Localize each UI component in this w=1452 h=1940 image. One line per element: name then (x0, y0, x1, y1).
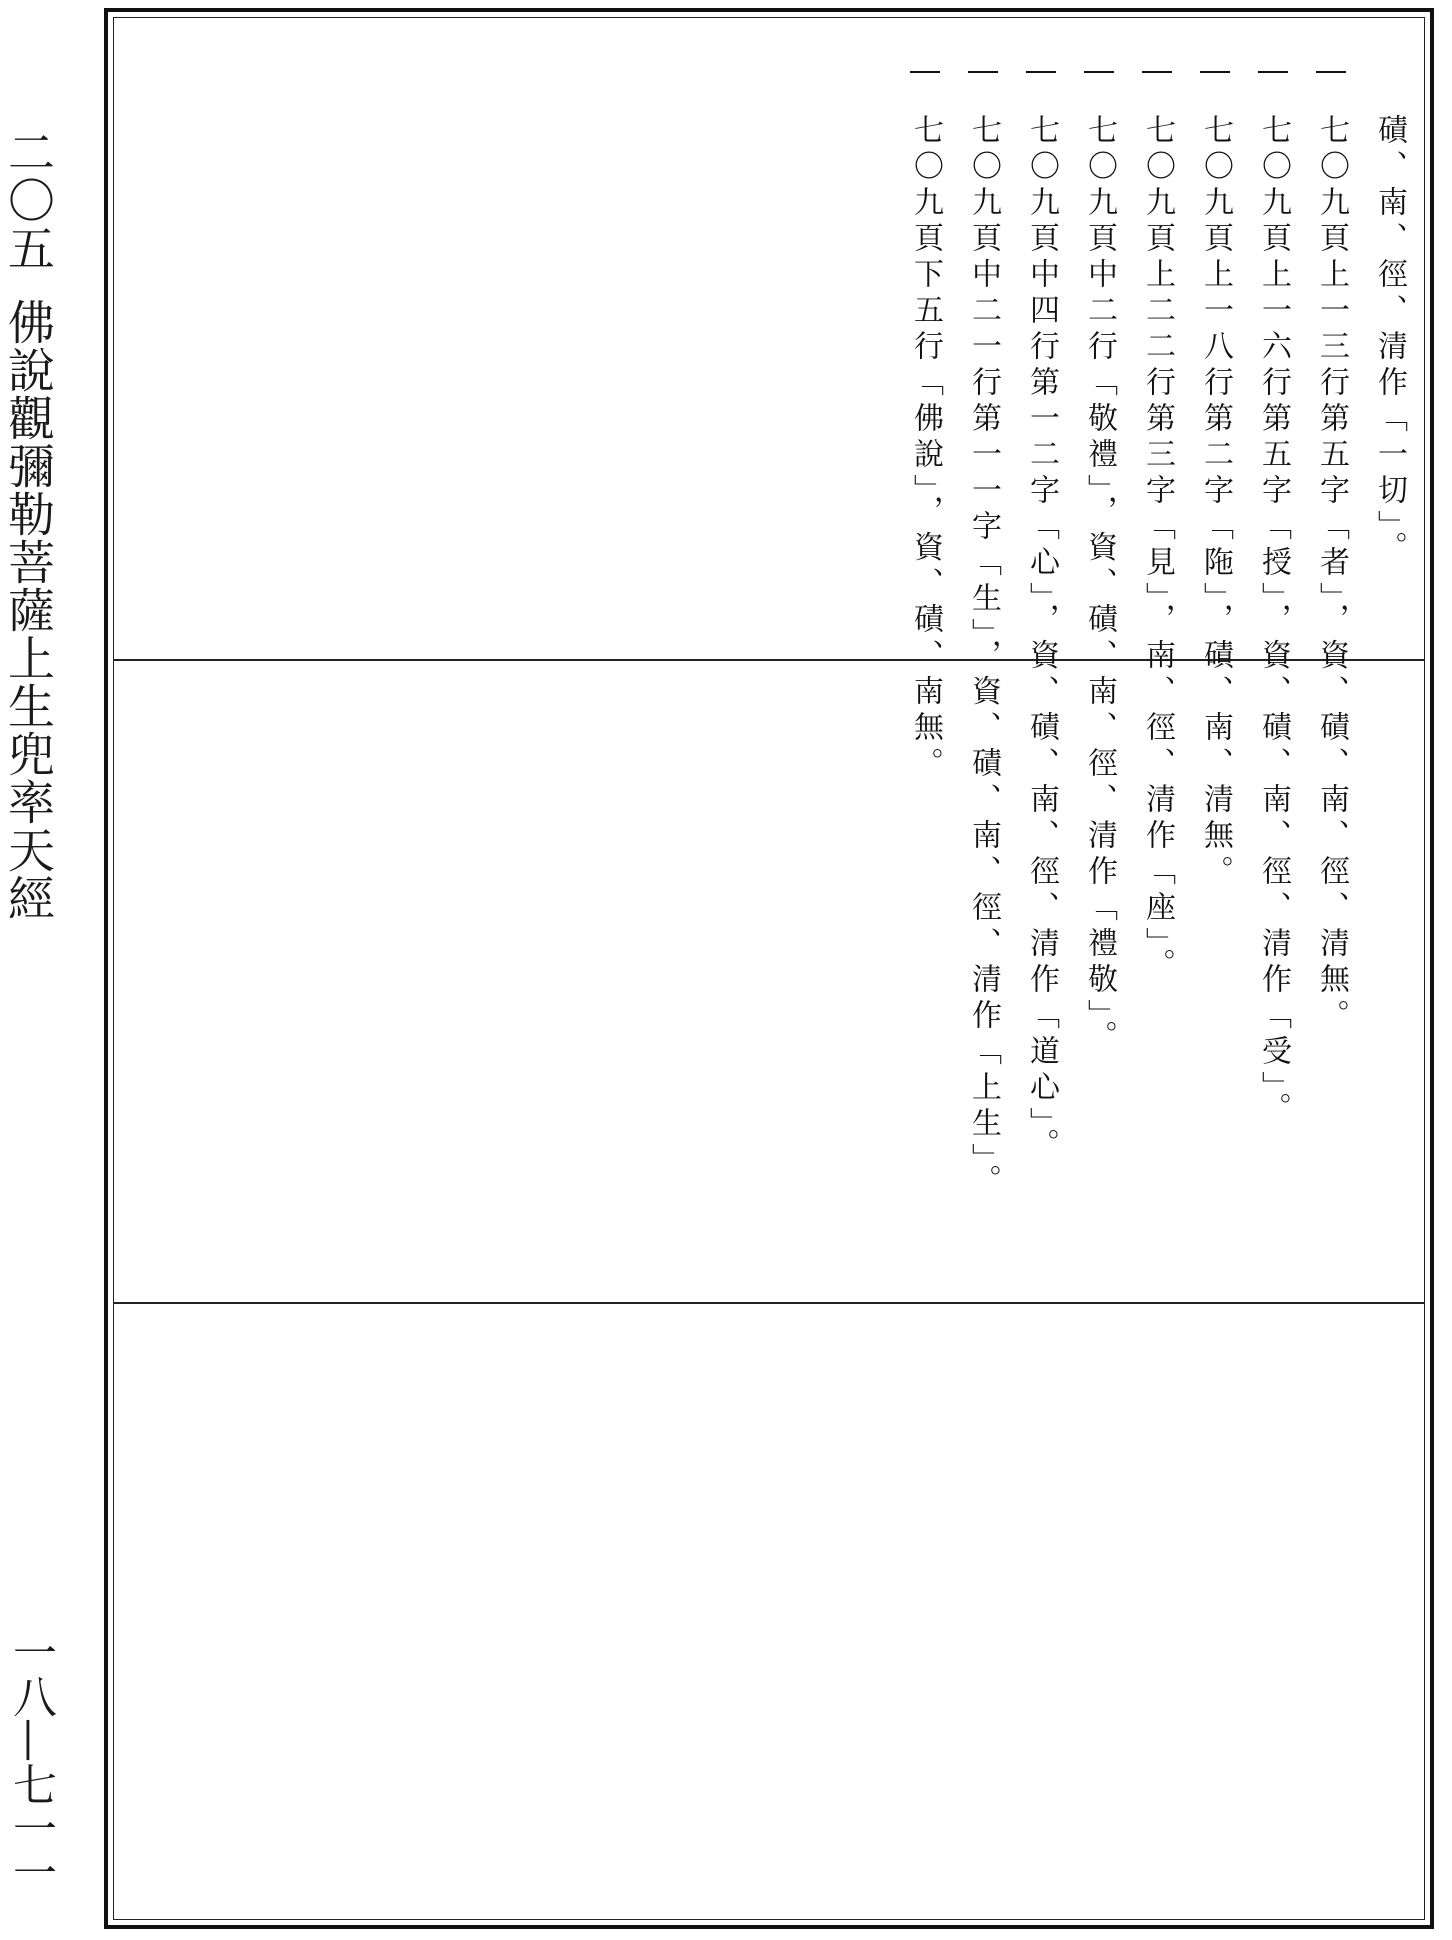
page-frame (104, 8, 1434, 1929)
sutra-title: 佛說觀彌勒菩薩上生兜率天經 (0, 298, 55, 922)
note-column (1186, 58, 1244, 891)
note-text: 七〇九頁中二一行第一一字「生」，資、磧、南、徑、清作「上生」。 (966, 114, 1001, 1200)
note-text: 七〇九頁上一三行第五字「者」，資、磧、南、徑、清無。 (1314, 114, 1349, 1035)
note-column (896, 58, 954, 783)
collation-notes (896, 58, 1418, 1200)
sutra-number: 二〇五 (0, 128, 55, 272)
note-text: 七〇九頁下五行「佛說」，資、磧、南無。 (908, 114, 943, 783)
note-column (954, 58, 1012, 1200)
inner-border (113, 17, 1425, 1920)
margin-title (0, 128, 55, 922)
note-text: 磧、南、徑、清作「一切」。 (1372, 114, 1407, 567)
register-divider-2 (114, 1302, 1424, 1304)
note-text: 七〇九頁上二二行第三字「見」，南、徑、清作「座」。 (1140, 114, 1175, 984)
note-column (1128, 58, 1186, 984)
note-column (1302, 58, 1360, 1035)
note-column (1070, 58, 1128, 1056)
note-column (1244, 58, 1302, 1128)
note-text: 七〇九頁上一八行第二字「陁」，磧、南、清無。 (1198, 114, 1233, 891)
page-number: 一八—七一一 (5, 1630, 56, 1894)
note-column (1012, 58, 1070, 1164)
note-text: 七〇九頁中二行「敬禮」，資、磧、南、徑、清作「禮敬」。 (1082, 114, 1117, 1056)
note-text: 七〇九頁上一六行第五字「授」，資、磧、南、徑、清作「受」。 (1256, 114, 1291, 1128)
note-text: 七〇九頁中四行第一二字「心」，資、磧、南、徑、清作「道心」。 (1024, 114, 1059, 1164)
note-column (1360, 58, 1418, 658)
